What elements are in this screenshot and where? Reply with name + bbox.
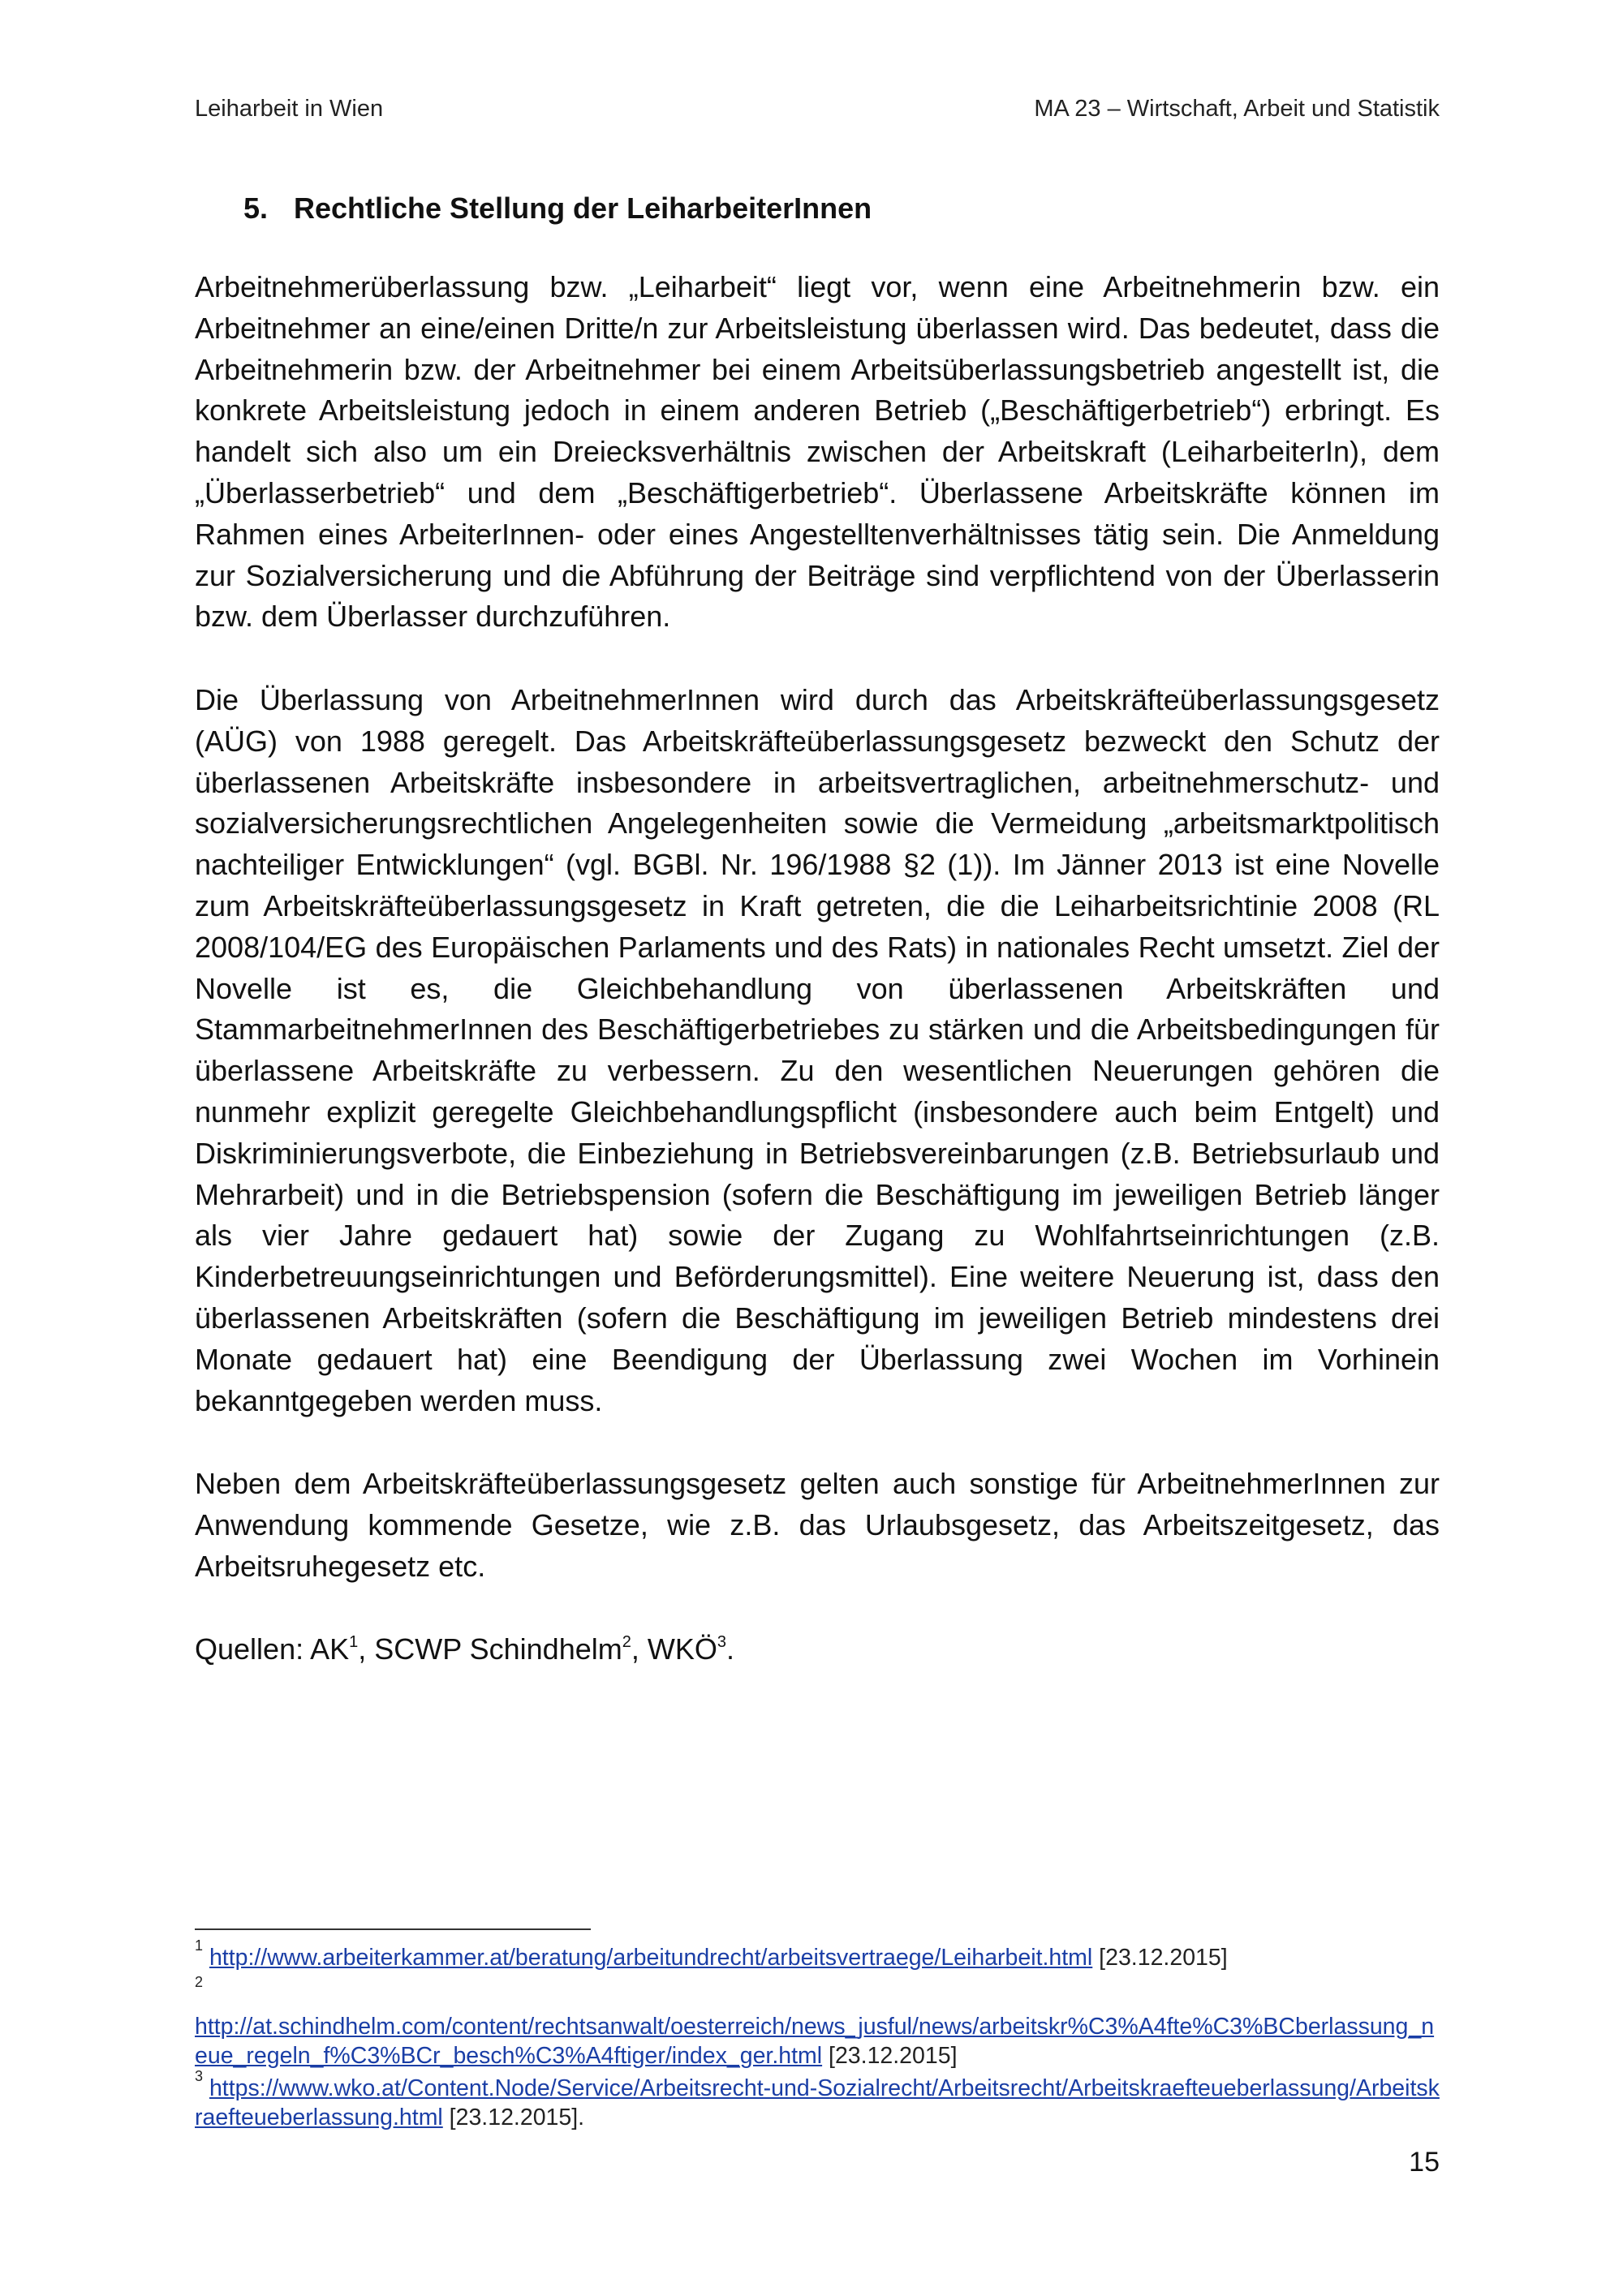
footnote-link[interactable]: https://www.wko.at/Content.Node/Service/Arbeitsrecht-und-Sozialrecht/Arbeitsrecht/Arbeitskraefteueberlassung/Arbeitskraefteueberlassung.html xyxy=(195,2075,1440,2130)
footnote-date: [23.12.2015] xyxy=(1092,1945,1228,1971)
paragraph-other-laws: Neben dem Arbeitskräfteüberlassungsgesetz gelten auch sonstige für ArbeitnehmerInnen zur Anwendung kommende Gesetze, wie z.B. das Urlaubsgesetz, das Arbeitszeitgesetz, das Arbeitsruhegesetz etc. xyxy=(195,1467,1440,1583)
sources-label: Quellen: xyxy=(195,1632,311,1666)
page-number: 15 xyxy=(1409,2147,1440,2178)
paragraph-aueg: Die Überlassung von ArbeitnehmerInnen wird durch das Arbeitskräfteüberlassungsgesetz (AÜG) von 1988 geregelt. Das Arbeitskräfteüberlassungsgesetz bezweckt den Schutz der überlassenen Arbeitskräfte insbesondere in arbeitsvertraglichen, arbeitnehmerschutz- und sozialversicherungsrechtlichen Angelegenheiten sowie die Vermeidung „arbeitsmarktpolitisch nachteiliger Entwicklungen“ (vgl. BGBl. Nr. 196/1988 §2 (1)). Im Jänner 2013 ist eine Novelle zum Arbeitskräfteüberlassungsgesetz in Kraft getreten, die die Leiharbeitsrichtinie 2008 (RL 2008/104/EG des Europäischen Parlaments und des Rats) in nationales Recht umsetzt. Ziel der Novelle ist es, die Gleichbehandlung von überlassenen Arbeitskräften und StammarbeitnehmerInnen des Beschäftigerbetriebes zu stärken und die Arbeitsbedingungen für überlassene Arbeitskräfte zu verbessern. Zu den wesentlichen Neuerungen gehören die nunmehr explizit geregelte Gleichbehandlungspflicht (insbesondere auch beim Entgelt) und Diskriminierungsverbote, die Einbeziehung in Betriebsvereinbarungen (z.B. Betriebsurlaub und Mehrarbeit) und in die Betriebspension (sofern die Beschäftigung im jeweiligen Betrieb länger als vier Jahre gedauert hat) sowie der Zugang zu Wohlfahrtseinrichtungen (z.B. Kinderbetreuungseinrichtungen und Beförderungsmittel). Eine weitere Neuerung ist, dass den überlassenen Arbeitskräften (sofern die Beschäftigung im jeweiligen Betrieb mindestens drei Monate gedauert hat) eine Beendigung der Überlassung zwei Wochen im Vorhinein bekanntgegeben werden muss. xyxy=(195,683,1440,1417)
footnote-1 xyxy=(195,1937,1444,1972)
footnote-2 xyxy=(195,2012,1444,2070)
sources-end: . xyxy=(726,1632,735,1666)
footnote-date: [23.12.2015] xyxy=(822,2043,958,2069)
footnote-link[interactable]: http://www.arbeiterkammer.at/beratung/arbeitundrecht/arbeitsvertraege/Leiharbeit.html xyxy=(209,1945,1093,1971)
section-heading xyxy=(243,191,872,226)
running-header-right: MA 23 – Wirtschaft, Arbeit und Statistik xyxy=(1034,96,1440,122)
section-number: 5. xyxy=(243,191,269,225)
sources-line xyxy=(195,1629,1440,1670)
sources-separator: , xyxy=(358,1632,375,1666)
paragraph-definition: Arbeitnehmerüberlassung bzw. „Leiharbeit“ liegt vor, wenn eine Arbeitnehmerin bzw. ein Arbeitnehmer an eine/einen Dritte/n zur Arbeitsleistung überlassen wird. Das bedeutet, dass die Arbeitnehmerin bzw. der Arbeitnehmer bei einem Arbeitsüberlassungsbetrieb angestellt ist, die konkrete Arbeitsleistung jedoch in einem anderen Betrieb („Beschäftigerbetrieb“) erbringt. Es handelt sich also um ein Dreiecksverhältnis zwischen der Arbeitskraft (LeiharbeiterIn), dem „Überlasserbetrieb“ und dem „Beschäftigerbetrieb“. Überlassene Arbeitskräfte können im Rahmen eines ArbeiterInnen- oder eines Angestelltenverhältnisses tätig sein. Die Anmeldung zur Sozialversicherung und die Abführung der Beiträge sind verpflichtend von der Überlasserin bzw. dem Überlasser durchzuführen. xyxy=(195,270,1440,634)
footnote-date: [23.12.2015]. xyxy=(442,2105,585,2130)
section-title: Rechtliche Stellung der LeiharbeiterInnen xyxy=(294,191,872,225)
footnote-3 xyxy=(195,2067,1444,2132)
footnote-number: 1 xyxy=(195,1937,204,1954)
footnote-ref-1[interactable]: 1 xyxy=(349,1633,359,1651)
source-scwp: SCWP Schindhelm xyxy=(374,1632,622,1666)
footnote-ref-2[interactable]: 2 xyxy=(622,1633,631,1651)
footnote-separator xyxy=(195,1928,591,1930)
sources-separator: , xyxy=(631,1632,648,1666)
footnote-2-number: 2 xyxy=(195,1974,204,1990)
source-wko: WKÖ xyxy=(647,1632,717,1666)
source-ak: AK xyxy=(310,1632,350,1666)
footnote-ref-3[interactable]: 3 xyxy=(717,1633,727,1651)
footnote-number: 3 xyxy=(195,2067,204,2084)
running-header-left: Leiharbeit in Wien xyxy=(195,96,384,122)
footnote-link[interactable]: http://at.schindhelm.com/content/rechtsanwalt/oesterreich/news_jusful/news/arbeitskr%C3%A4fte%C3%BCberlassung_neue_regeln_f%C3%BCr_besch%C3%A4ftiger/index_ger.html xyxy=(195,2014,1435,2069)
